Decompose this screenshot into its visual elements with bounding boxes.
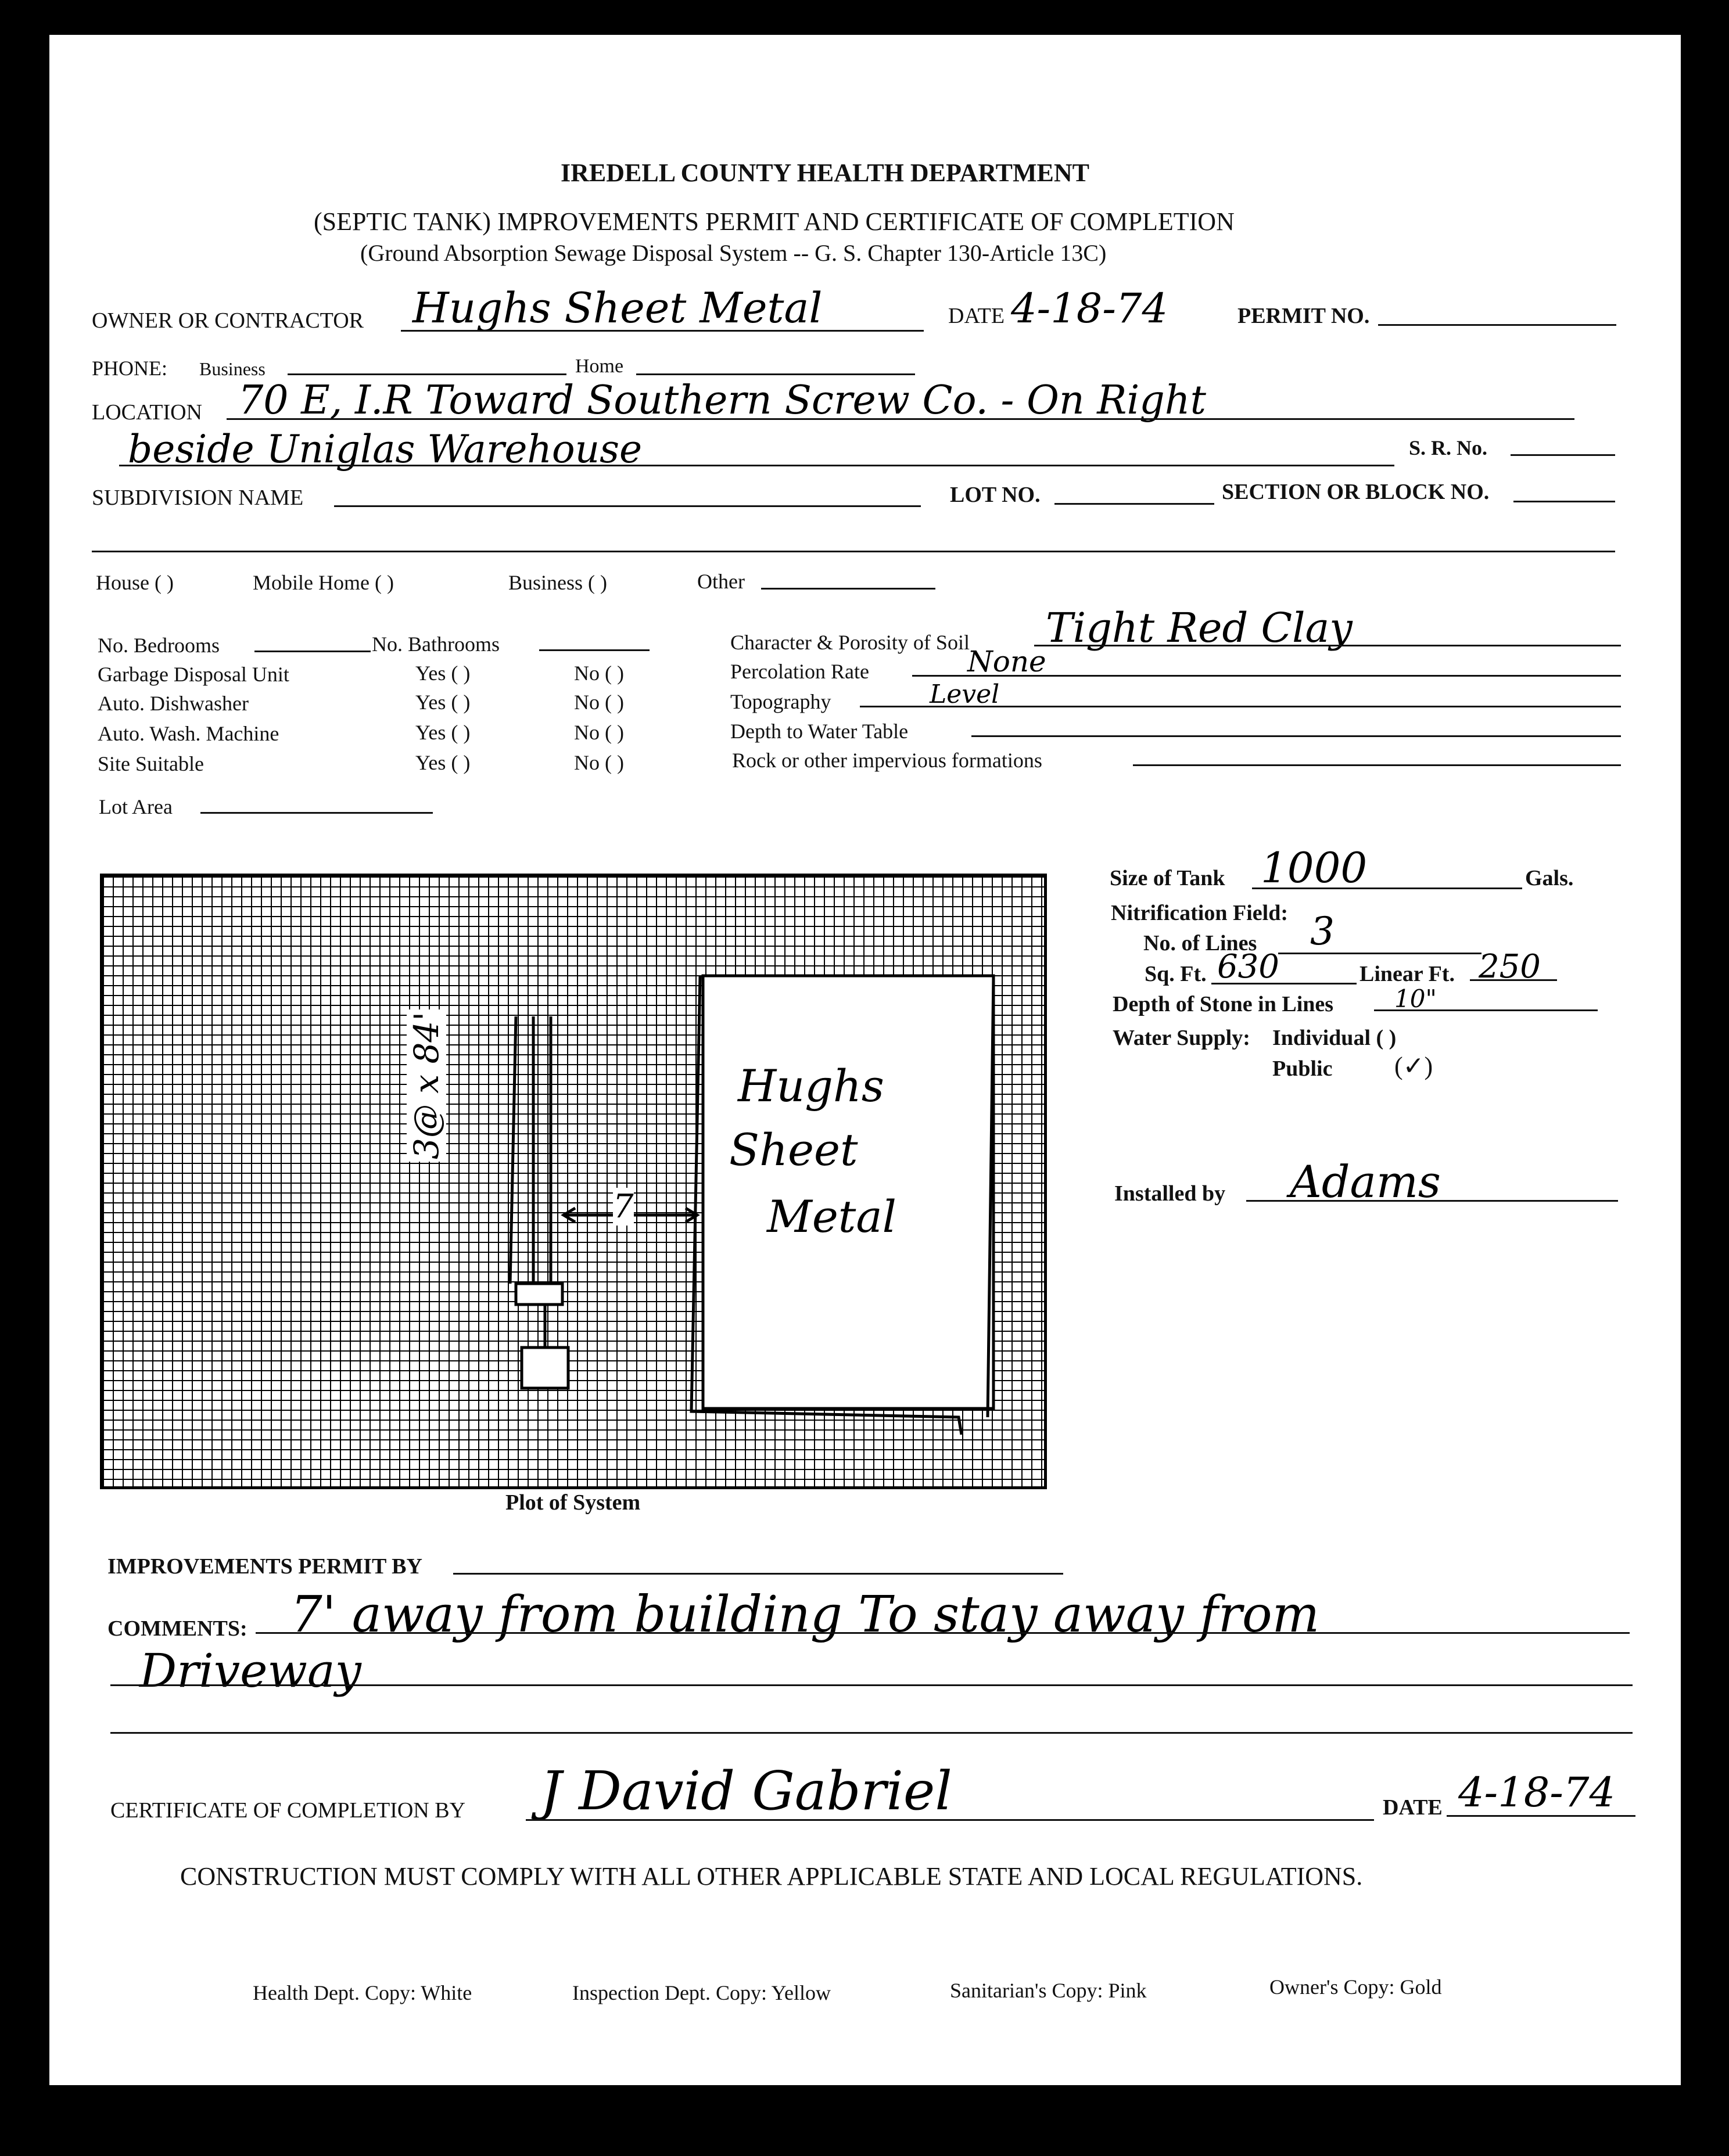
certificate-date-rule — [1447, 1815, 1635, 1817]
sqft-value: 630 — [1217, 948, 1279, 986]
improvements-field[interactable] — [453, 1573, 1063, 1575]
topography-value: Level — [930, 680, 1000, 709]
improvements-label: IMPROVEMENTS PERMIT BY — [107, 1554, 422, 1579]
garbage-yes[interactable]: Yes ( ) — [415, 662, 471, 685]
installed-value: Adams — [1290, 1156, 1441, 1208]
form-subtitle: (Ground Absorption Sewage Disposal System -- G. S. Chapter 130-Article 13C) — [360, 240, 1107, 266]
date-value: 4-18-74 — [1011, 285, 1168, 332]
stone-depth-label: Depth of Stone in Lines — [1113, 992, 1334, 1016]
building-label-3: Metal — [767, 1191, 896, 1242]
field-label: Nitrification Field: — [1111, 901, 1288, 925]
washer-yes[interactable]: Yes ( ) — [415, 721, 471, 744]
garbage-label: Garbage Disposal Unit — [98, 663, 289, 686]
subdivision-label: SUBDIVISION NAME — [92, 486, 304, 510]
water-table-label: Depth to Water Table — [730, 720, 909, 743]
linear-label: Linear Ft. — [1359, 962, 1455, 986]
dishwasher-no[interactable]: No ( ) — [574, 691, 624, 714]
copy-health: Health Dept. Copy: White — [253, 1981, 472, 2004]
location-line1: 70 E, I.R Toward Southern Screw Co. - On Right — [238, 378, 1206, 423]
gals-label: Gals. — [1525, 866, 1574, 890]
comments-rule-2 — [110, 1684, 1633, 1686]
lot-area-label: Lot Area — [99, 795, 173, 818]
certificate-date-label: DATE — [1383, 1795, 1443, 1820]
lines-text: 3@ x 84' — [407, 1009, 446, 1162]
tank-size-rule — [1252, 887, 1522, 889]
dishwasher-yes[interactable]: Yes ( ) — [415, 691, 471, 714]
stone-depth-value: 10" — [1394, 984, 1437, 1013]
rock-label: Rock or other impervious formations — [732, 749, 1042, 772]
washer-no[interactable]: No ( ) — [574, 721, 624, 744]
department-title: IREDELL COUNTY HEALTH DEPARTMENT — [561, 159, 1089, 187]
house-option[interactable]: House ( ) — [96, 571, 174, 594]
certificate-signature: J David Gabriel — [540, 1760, 952, 1822]
public-label: Public — [1272, 1057, 1333, 1081]
soil-character-label: Character & Porosity of Soil — [730, 631, 970, 654]
mobile-home-option[interactable]: Mobile Home ( ) — [253, 571, 394, 594]
individual-option[interactable]: Individual ( ) — [1272, 1026, 1397, 1050]
soil-character-value: Tight Red Clay — [1046, 604, 1353, 652]
business-option[interactable]: Business ( ) — [508, 571, 607, 594]
building-label-1: Hughs — [738, 1060, 884, 1112]
comments-line2: Driveway — [139, 1644, 361, 1698]
washer-label: Auto. Wash. Machine — [98, 722, 279, 745]
lines-rule — [1278, 953, 1482, 954]
phone-label: PHONE: — [92, 357, 168, 380]
form-title: (SEPTIC TANK) IMPROVEMENTS PERMIT AND CERTIFICATE OF COMPLETION — [314, 207, 1235, 236]
lines-label: No. of Lines — [1143, 931, 1257, 955]
nitrification-line-1 — [510, 1016, 516, 1284]
site-label: Site Suitable — [98, 752, 204, 775]
section-label: SECTION OR BLOCK NO. — [1222, 480, 1490, 504]
comments-rule-1 — [256, 1632, 1630, 1634]
topography-label: Topography — [730, 690, 831, 713]
lines-value: 3 — [1310, 909, 1335, 954]
site-yes[interactable]: Yes ( ) — [415, 751, 471, 774]
linear-value: 250 — [1479, 948, 1541, 986]
certificate-date-value: 4-18-74 — [1458, 1769, 1615, 1816]
phone-business-label: Business — [199, 358, 266, 379]
percolation-label: Percolation Rate — [730, 660, 869, 683]
copy-owner: Owner's Copy: Gold — [1269, 1975, 1442, 1999]
dimension-text: 7 — [613, 1188, 634, 1226]
percolation-value: None — [967, 645, 1046, 678]
sqft-label: Sq. Ft. — [1145, 962, 1207, 986]
dishwasher-label: Auto. Dishwasher — [98, 692, 249, 715]
installed-label: Installed by — [1114, 1181, 1226, 1206]
plot-label: Plot of System — [505, 1490, 641, 1515]
water-supply-label: Water Supply: — [1113, 1026, 1250, 1050]
building-label-2: Sheet — [729, 1124, 858, 1176]
public-option[interactable]: (✓) — [1394, 1052, 1433, 1080]
date-label: DATE — [948, 304, 1005, 328]
copy-inspection: Inspection Dept. Copy: Yellow — [572, 1981, 831, 2004]
stone-depth-rule — [1374, 1009, 1598, 1011]
garbage-no[interactable]: No ( ) — [574, 662, 624, 685]
septic-tank — [522, 1347, 568, 1388]
linear-rule — [1470, 979, 1557, 981]
sqft-rule — [1211, 983, 1357, 984]
comments-label: COMMENTS: — [107, 1616, 247, 1641]
phone-home-label: Home — [575, 355, 624, 377]
permit-label: PERMIT NO. — [1237, 304, 1370, 328]
comments-line1: 7' away from building To stay away from — [290, 1586, 1320, 1644]
comments-rule-3 — [110, 1732, 1633, 1734]
certificate-rule — [526, 1819, 1374, 1821]
installed-rule — [1246, 1200, 1618, 1202]
certificate-label: CERTIFICATE OF COMPLETION BY — [110, 1798, 466, 1823]
distribution-box — [516, 1284, 562, 1305]
tank-size-value: 1000 — [1261, 843, 1368, 892]
lot-label: LOT NO. — [950, 483, 1041, 507]
location-label: LOCATION — [92, 400, 202, 425]
bathrooms-label: No. Bathrooms — [372, 633, 500, 656]
site-no[interactable]: No ( ) — [574, 751, 624, 774]
copy-sanitarian: Sanitarian's Copy: Pink — [950, 1979, 1147, 2002]
other-label: Other — [697, 570, 745, 593]
owner-label: OWNER OR CONTRACTOR — [92, 308, 364, 333]
bedrooms-label: No. Bedrooms — [98, 634, 220, 657]
owner-value: Hughs Sheet Metal — [412, 283, 823, 332]
regulation-notice: CONSTRUCTION MUST COMPLY WITH ALL OTHER APPLICABLE STATE AND LOCAL REGULATIONS. — [180, 1862, 1363, 1891]
location-line2: beside Uniglas Warehouse — [128, 427, 643, 472]
tank-size-label: Size of Tank — [1110, 866, 1225, 890]
sr-label: S. R. No. — [1409, 436, 1488, 459]
